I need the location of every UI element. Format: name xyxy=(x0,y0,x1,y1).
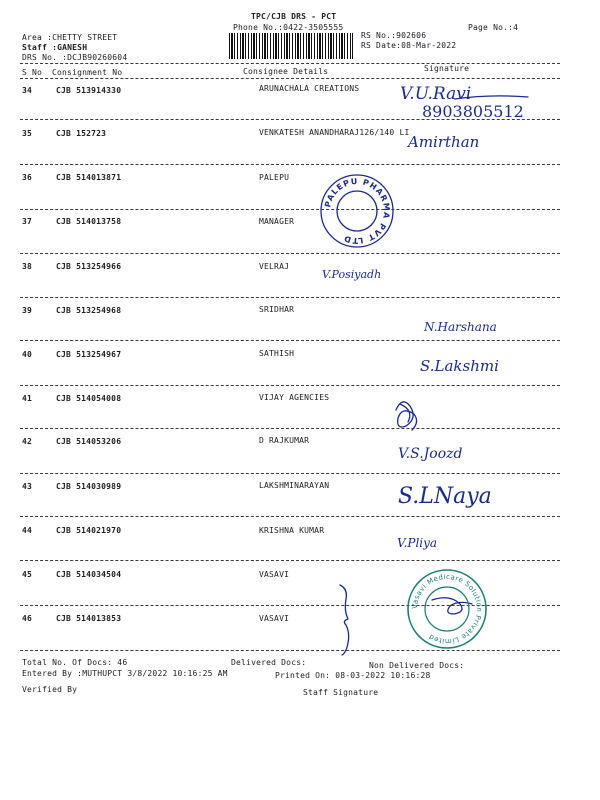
signature-row-43: S.LNaya xyxy=(398,484,492,509)
row-sno: 41 xyxy=(22,394,33,403)
area-label: Area :CHETTY STREET xyxy=(22,33,118,42)
row-sno: 34 xyxy=(22,86,33,95)
row-consignment: CJB 513914330 xyxy=(56,86,122,95)
phone-number: Phone No.:0422-3505555 xyxy=(233,23,344,32)
row-sno: 42 xyxy=(22,437,33,446)
signature-row-34: V.U.Ravi xyxy=(400,84,472,104)
signature-row-44: V.Pliya xyxy=(397,536,438,550)
row-consignee: ARUNACHALA CREATIONS xyxy=(259,84,360,93)
drs-number: DRS No. :DCJB90260604 xyxy=(22,53,128,62)
row-sno: 35 xyxy=(22,129,33,138)
row-sno: 43 xyxy=(22,482,33,491)
staff-signature-label: Staff Signature xyxy=(303,688,379,697)
rs-number: RS No.:902606 xyxy=(361,31,427,40)
non-delivered-docs: Non Delivered Docs: xyxy=(369,661,465,670)
entered-by: Entered By :MUTHUPCT 3/8/2022 10:16:25 AM xyxy=(22,669,228,678)
row-sno: 40 xyxy=(22,350,33,359)
row-sno: 44 xyxy=(22,526,33,535)
col-sno: S No xyxy=(22,68,43,77)
delivered-docs: Delivered Docs: xyxy=(231,658,307,667)
row-sno: 36 xyxy=(22,173,33,182)
staff-label: Staff :GANESH xyxy=(22,43,88,52)
row-consignee: MANAGER xyxy=(259,217,295,226)
row-consignee: VASAVI xyxy=(259,614,290,623)
row-consignment: CJB 514013758 xyxy=(56,217,122,226)
signature-row-39: N.Harshana xyxy=(424,320,497,334)
row-consignee: KRISHNA KUMAR xyxy=(259,526,325,535)
verified-by: Verified By xyxy=(22,685,78,694)
row-consignment: CJB 152723 xyxy=(56,129,107,138)
page-number: Page No.:4 xyxy=(468,23,519,32)
row-consignee: VELRAJ xyxy=(259,262,290,271)
row-consignment: CJB 514030989 xyxy=(56,482,122,491)
signature-row-42: V.S.Joozd xyxy=(398,446,463,462)
row-sno: 38 xyxy=(22,262,33,271)
palepu-stamp-text: PALEPU PHARMA PVT LTD xyxy=(323,176,392,246)
row-sno: 37 xyxy=(22,217,33,226)
vasavi-stamp-text: Vasavi Medicare Solution Private Limited xyxy=(410,572,484,646)
signature-row-35: Amirthan xyxy=(408,133,480,151)
signature-row-38: V.Posiyadh xyxy=(322,268,382,281)
row-consignee: VASAVI xyxy=(259,570,290,579)
col-consignee: Consignee Details xyxy=(243,67,329,76)
printed-on: Printed On: 08-03-2022 10:16:28 xyxy=(275,671,431,680)
row-sno: 45 xyxy=(22,570,33,579)
row-consignee: PALEPU xyxy=(259,173,290,182)
total-docs: Total No. Of Docs: 46 xyxy=(22,658,128,667)
col-signature: Signature xyxy=(424,64,470,73)
row-sno: 39 xyxy=(22,306,33,315)
row-consignment: CJB 514054008 xyxy=(56,394,122,403)
row-sno: 46 xyxy=(22,614,33,623)
svg-text:Vasavi Medicare Solution Priva xyxy=(411,573,483,645)
row-consignment: CJB 514021970 xyxy=(56,526,122,535)
signature-row-40: S.Lakshmi xyxy=(420,357,499,375)
rs-date: RS Date:08-Mar-2022 xyxy=(361,41,457,50)
palepu-stamp xyxy=(318,172,396,250)
row-consignee: VENKATESH ANANDHARAJ126/140 LI xyxy=(259,128,410,137)
row-consignee: D RAJKUMAR xyxy=(259,436,310,445)
row-consignment: CJB 514034504 xyxy=(56,570,122,579)
row-consignment: CJB 514053206 xyxy=(56,437,122,446)
document-title: TPC/CJB DRS - PCT xyxy=(251,12,337,21)
col-consignment: Consignment No xyxy=(52,68,123,77)
vasavi-stamp xyxy=(405,567,489,651)
row-consignee: SATHISH xyxy=(259,349,295,358)
svg-text:PALEPU PHARMA PVT LTD xyxy=(323,177,391,245)
row-consignment: CJB 513254968 xyxy=(56,306,122,315)
row-consignment: CJB 514013853 xyxy=(56,614,122,623)
signature-row-34-phone: 8903805512 xyxy=(422,102,524,121)
row-consignment: CJB 513254966 xyxy=(56,262,122,271)
row-consignment: CJB 513254967 xyxy=(56,350,122,359)
row-consignee: LAKSHMINARAYAN xyxy=(259,481,330,490)
row-consignee: VIJAY AGENCIES xyxy=(259,393,330,402)
row-consignment: CJB 514013871 xyxy=(56,173,122,182)
row-consignee: SRIDHAR xyxy=(259,305,295,314)
